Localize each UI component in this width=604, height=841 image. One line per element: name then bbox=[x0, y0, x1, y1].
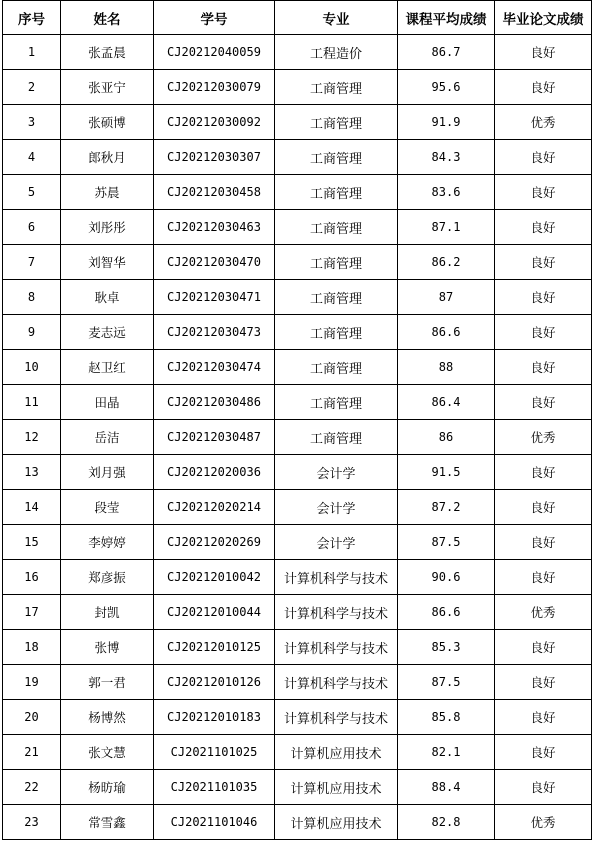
cell-thesis-grade: 良好 bbox=[495, 315, 592, 350]
cell-student-id: CJ20212030486 bbox=[154, 385, 275, 420]
cell-student-id: CJ20212010042 bbox=[154, 560, 275, 595]
cell-index: 22 bbox=[3, 770, 61, 805]
cell-thesis-grade: 良好 bbox=[495, 525, 592, 560]
cell-average-score: 87.5 bbox=[398, 665, 495, 700]
table-header bbox=[3, 1, 592, 35]
cell-average-score: 86.6 bbox=[398, 315, 495, 350]
cell-major: 会计学 bbox=[275, 525, 398, 560]
cell-average-score: 86 bbox=[398, 420, 495, 455]
cell-thesis-grade: 良好 bbox=[495, 665, 592, 700]
cell-name: 苏晨 bbox=[61, 175, 154, 210]
cell-index: 19 bbox=[3, 665, 61, 700]
cell-index: 11 bbox=[3, 385, 61, 420]
cell-major: 计算机应用技术 bbox=[275, 805, 398, 840]
table-row bbox=[3, 595, 592, 630]
cell-index: 2 bbox=[3, 70, 61, 105]
table-row bbox=[3, 735, 592, 770]
cell-thesis-grade: 良好 bbox=[495, 735, 592, 770]
cell-name: 郎秋月 bbox=[61, 140, 154, 175]
cell-name: 张硕博 bbox=[61, 105, 154, 140]
table-row bbox=[3, 420, 592, 455]
cell-index: 21 bbox=[3, 735, 61, 770]
cell-major: 工商管理 bbox=[275, 315, 398, 350]
header-thesis-grade: 毕业论文成绩 bbox=[495, 1, 592, 35]
cell-student-id: CJ20212030473 bbox=[154, 315, 275, 350]
cell-thesis-grade: 良好 bbox=[495, 385, 592, 420]
cell-major: 计算机科学与技术 bbox=[275, 630, 398, 665]
cell-index: 14 bbox=[3, 490, 61, 525]
cell-index: 1 bbox=[3, 35, 61, 70]
cell-major: 工商管理 bbox=[275, 140, 398, 175]
cell-average-score: 87 bbox=[398, 280, 495, 315]
cell-name: 张亚宁 bbox=[61, 70, 154, 105]
cell-name: 郑彦振 bbox=[61, 560, 154, 595]
cell-name: 李婷婷 bbox=[61, 525, 154, 560]
cell-thesis-grade: 良好 bbox=[495, 455, 592, 490]
cell-average-score: 90.6 bbox=[398, 560, 495, 595]
cell-student-id: CJ20212010125 bbox=[154, 630, 275, 665]
cell-average-score: 95.6 bbox=[398, 70, 495, 105]
cell-major: 工商管理 bbox=[275, 280, 398, 315]
table-body bbox=[3, 35, 592, 840]
cell-major: 计算机科学与技术 bbox=[275, 560, 398, 595]
cell-student-id: CJ20212030463 bbox=[154, 210, 275, 245]
cell-index: 12 bbox=[3, 420, 61, 455]
cell-index: 6 bbox=[3, 210, 61, 245]
table-row bbox=[3, 35, 592, 70]
cell-student-id: CJ20212030471 bbox=[154, 280, 275, 315]
cell-name: 张文慧 bbox=[61, 735, 154, 770]
cell-name: 张孟晨 bbox=[61, 35, 154, 70]
cell-name: 郭一君 bbox=[61, 665, 154, 700]
cell-name: 张博 bbox=[61, 630, 154, 665]
cell-name: 刘智华 bbox=[61, 245, 154, 280]
cell-index: 13 bbox=[3, 455, 61, 490]
table-row bbox=[3, 455, 592, 490]
cell-major: 计算机科学与技术 bbox=[275, 665, 398, 700]
cell-average-score: 82.8 bbox=[398, 805, 495, 840]
cell-major: 工商管理 bbox=[275, 105, 398, 140]
table-row bbox=[3, 280, 592, 315]
cell-major: 工商管理 bbox=[275, 245, 398, 280]
cell-student-id: CJ2021101035 bbox=[154, 770, 275, 805]
cell-index: 20 bbox=[3, 700, 61, 735]
table-row bbox=[3, 245, 592, 280]
table-row bbox=[3, 525, 592, 560]
cell-thesis-grade: 良好 bbox=[495, 140, 592, 175]
cell-name: 段莹 bbox=[61, 490, 154, 525]
cell-thesis-grade: 良好 bbox=[495, 490, 592, 525]
cell-thesis-grade: 良好 bbox=[495, 35, 592, 70]
cell-index: 3 bbox=[3, 105, 61, 140]
cell-student-id: CJ20212040059 bbox=[154, 35, 275, 70]
cell-thesis-grade: 良好 bbox=[495, 70, 592, 105]
table-row bbox=[3, 805, 592, 840]
table-row bbox=[3, 630, 592, 665]
cell-student-id: CJ20212030458 bbox=[154, 175, 275, 210]
cell-name: 刘彤彤 bbox=[61, 210, 154, 245]
cell-student-id: CJ20212030079 bbox=[154, 70, 275, 105]
table-row bbox=[3, 385, 592, 420]
cell-index: 16 bbox=[3, 560, 61, 595]
table-row bbox=[3, 175, 592, 210]
cell-index: 17 bbox=[3, 595, 61, 630]
header-average-score: 课程平均成绩 bbox=[398, 1, 495, 35]
cell-major: 会计学 bbox=[275, 455, 398, 490]
cell-name: 常雪鑫 bbox=[61, 805, 154, 840]
cell-index: 8 bbox=[3, 280, 61, 315]
cell-thesis-grade: 良好 bbox=[495, 280, 592, 315]
cell-average-score: 86.7 bbox=[398, 35, 495, 70]
table-row bbox=[3, 770, 592, 805]
cell-major: 计算机科学与技术 bbox=[275, 595, 398, 630]
cell-student-id: CJ2021101046 bbox=[154, 805, 275, 840]
cell-index: 7 bbox=[3, 245, 61, 280]
cell-name: 杨博然 bbox=[61, 700, 154, 735]
cell-thesis-grade: 良好 bbox=[495, 245, 592, 280]
cell-major: 工商管理 bbox=[275, 350, 398, 385]
table-row bbox=[3, 315, 592, 350]
cell-thesis-grade: 良好 bbox=[495, 350, 592, 385]
cell-name: 岳洁 bbox=[61, 420, 154, 455]
cell-major: 工商管理 bbox=[275, 420, 398, 455]
table-row bbox=[3, 700, 592, 735]
cell-average-score: 88.4 bbox=[398, 770, 495, 805]
cell-student-id: CJ20212010044 bbox=[154, 595, 275, 630]
cell-thesis-grade: 优秀 bbox=[495, 595, 592, 630]
table-row bbox=[3, 490, 592, 525]
cell-student-id: CJ20212030470 bbox=[154, 245, 275, 280]
header-row bbox=[3, 1, 592, 35]
cell-average-score: 87.5 bbox=[398, 525, 495, 560]
cell-major: 会计学 bbox=[275, 490, 398, 525]
header-student-id: 学号 bbox=[154, 1, 275, 35]
cell-name: 刘月强 bbox=[61, 455, 154, 490]
cell-student-id: CJ20212020269 bbox=[154, 525, 275, 560]
table-row bbox=[3, 665, 592, 700]
cell-student-id: CJ20212030092 bbox=[154, 105, 275, 140]
cell-average-score: 86.2 bbox=[398, 245, 495, 280]
cell-name: 封凯 bbox=[61, 595, 154, 630]
header-major: 专业 bbox=[275, 1, 398, 35]
table-row bbox=[3, 350, 592, 385]
cell-thesis-grade: 良好 bbox=[495, 770, 592, 805]
cell-average-score: 91.9 bbox=[398, 105, 495, 140]
header-name: 姓名 bbox=[61, 1, 154, 35]
cell-index: 18 bbox=[3, 630, 61, 665]
cell-student-id: CJ20212030307 bbox=[154, 140, 275, 175]
cell-major: 工商管理 bbox=[275, 210, 398, 245]
cell-major: 工商管理 bbox=[275, 70, 398, 105]
cell-average-score: 83.6 bbox=[398, 175, 495, 210]
table-row bbox=[3, 210, 592, 245]
table-row bbox=[3, 70, 592, 105]
cell-name: 麦志远 bbox=[61, 315, 154, 350]
cell-thesis-grade: 良好 bbox=[495, 700, 592, 735]
table-row bbox=[3, 105, 592, 140]
cell-average-score: 84.3 bbox=[398, 140, 495, 175]
cell-major: 计算机应用技术 bbox=[275, 770, 398, 805]
cell-student-id: CJ20212030487 bbox=[154, 420, 275, 455]
cell-name: 耿卓 bbox=[61, 280, 154, 315]
cell-index: 15 bbox=[3, 525, 61, 560]
cell-average-score: 87.2 bbox=[398, 490, 495, 525]
cell-average-score: 86.4 bbox=[398, 385, 495, 420]
cell-thesis-grade: 良好 bbox=[495, 210, 592, 245]
cell-index: 9 bbox=[3, 315, 61, 350]
cell-index: 23 bbox=[3, 805, 61, 840]
cell-student-id: CJ20212020214 bbox=[154, 490, 275, 525]
cell-average-score: 87.1 bbox=[398, 210, 495, 245]
cell-major: 计算机应用技术 bbox=[275, 735, 398, 770]
cell-major: 工商管理 bbox=[275, 385, 398, 420]
cell-thesis-grade: 优秀 bbox=[495, 420, 592, 455]
cell-thesis-grade: 良好 bbox=[495, 560, 592, 595]
cell-name: 田晶 bbox=[61, 385, 154, 420]
cell-average-score: 86.6 bbox=[398, 595, 495, 630]
cell-average-score: 91.5 bbox=[398, 455, 495, 490]
cell-thesis-grade: 良好 bbox=[495, 630, 592, 665]
table-row bbox=[3, 140, 592, 175]
grades-table bbox=[2, 0, 592, 840]
table-row bbox=[3, 560, 592, 595]
cell-average-score: 85.8 bbox=[398, 700, 495, 735]
cell-thesis-grade: 优秀 bbox=[495, 105, 592, 140]
cell-student-id: CJ20212020036 bbox=[154, 455, 275, 490]
cell-index: 10 bbox=[3, 350, 61, 385]
cell-major: 工程造价 bbox=[275, 35, 398, 70]
cell-index: 4 bbox=[3, 140, 61, 175]
cell-average-score: 85.3 bbox=[398, 630, 495, 665]
cell-name: 赵卫红 bbox=[61, 350, 154, 385]
cell-thesis-grade: 良好 bbox=[495, 175, 592, 210]
cell-thesis-grade: 优秀 bbox=[495, 805, 592, 840]
cell-student-id: CJ20212010126 bbox=[154, 665, 275, 700]
cell-average-score: 82.1 bbox=[398, 735, 495, 770]
cell-average-score: 88 bbox=[398, 350, 495, 385]
cell-student-id: CJ20212010183 bbox=[154, 700, 275, 735]
cell-student-id: CJ2021101025 bbox=[154, 735, 275, 770]
cell-major: 工商管理 bbox=[275, 175, 398, 210]
cell-student-id: CJ20212030474 bbox=[154, 350, 275, 385]
header-index: 序号 bbox=[3, 1, 61, 35]
cell-major: 计算机科学与技术 bbox=[275, 700, 398, 735]
cell-name: 杨昉瑜 bbox=[61, 770, 154, 805]
cell-index: 5 bbox=[3, 175, 61, 210]
